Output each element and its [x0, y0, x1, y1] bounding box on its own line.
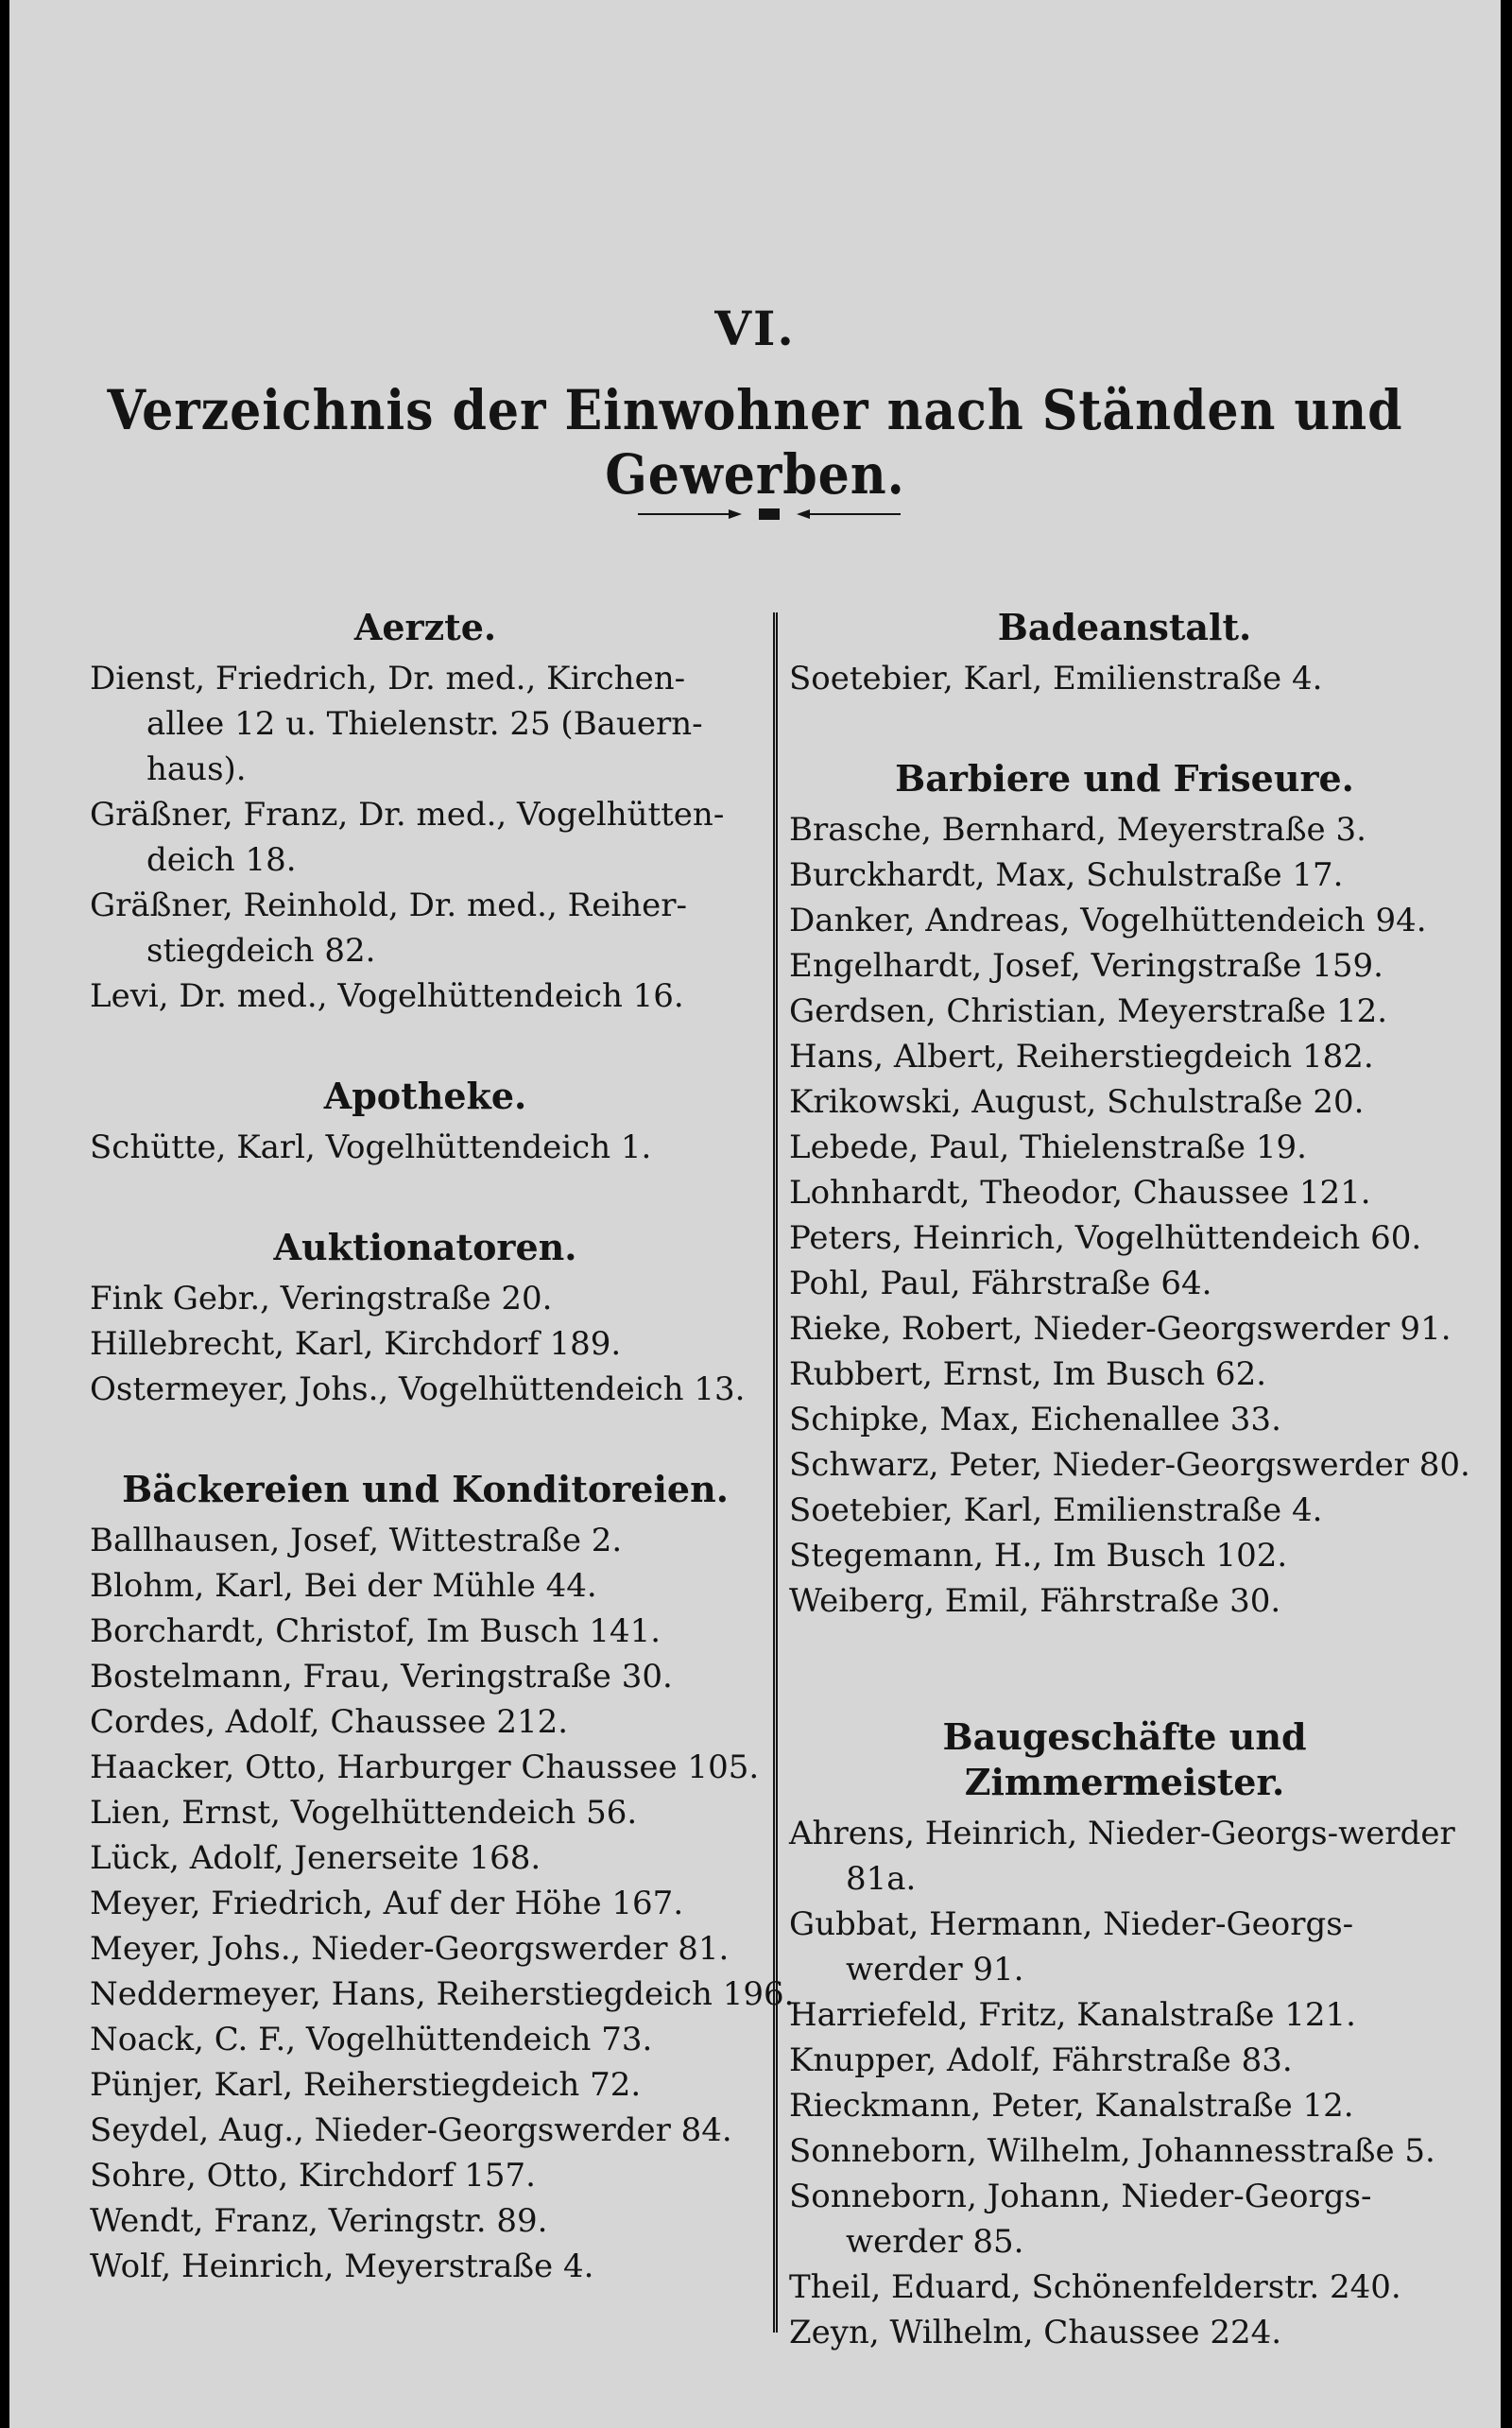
list-item: Haacker, Otto, Harburger Chaussee 105.: [90, 1748, 760, 1786]
list-item: Bostelmann, Frau, Veringstraße 30.: [90, 1658, 673, 1696]
page: [9, 0, 1501, 2428]
section-heading-badeanstalt: Badeanstalt.: [997, 606, 1252, 648]
list-item: Zeyn, Wilhelm, Chaussee 224.: [789, 2314, 1282, 2351]
list-item: Weiberg, Emil, Fährstraße 30.: [789, 1582, 1281, 1620]
section-heading-baeckereien: Bäckereien und Konditoreien.: [122, 1468, 729, 1510]
list-item: Rieke, Robert, Nieder-Georgswerder 91.: [789, 1310, 1452, 1348]
section-heading-barbiere: Barbiere und Friseure.: [895, 757, 1354, 800]
list-item: Hans, Albert, Reiherstiegdeich 182.: [789, 1038, 1374, 1076]
list-item: Burckhardt, Max, Schulstraße 17.: [789, 856, 1344, 894]
list-item: Danker, Andreas, Vogelhüttendeich 94.: [789, 902, 1427, 939]
list-item: Lien, Ernst, Vogelhüttendeich 56.: [90, 1794, 638, 1832]
list-item: Soetebier, Karl, Emilienstraße 4.: [789, 660, 1323, 697]
list-item: Peters, Heinrich, Vogelhüttendeich 60.: [789, 1219, 1422, 1257]
section-heading-aerzte: Aerzte.: [353, 606, 497, 648]
section-heading-auktionatoren: Auktionatoren.: [273, 1226, 577, 1268]
list-item: Schipke, Max, Eichenallee 33.: [789, 1401, 1281, 1438]
list-item: Soetebier, Karl, Emilienstraße 4.: [789, 1491, 1323, 1529]
list-item: Meyer, Johs., Nieder-Georgswerder 81.: [90, 1930, 730, 1968]
list-item: Engelhardt, Josef, Veringstraße 159.: [789, 947, 1383, 985]
list-item: Blohm, Karl, Bei der Mühle 44.: [90, 1567, 597, 1605]
section-heading-apotheke: Apotheke.: [323, 1075, 527, 1117]
list-item: Ahrens, Heinrich, Nieder-Georgs-werder 81a.: [789, 1815, 1455, 1898]
section-number: VI.: [714, 301, 796, 356]
list-item: Borchardt, Christof, Im Busch 141.: [90, 1612, 662, 1650]
list-item: Brasche, Bernhard, Meyerstraße 3.: [789, 811, 1366, 849]
list-item: Schwarz, Peter, Nieder-Georgswerder 80.: [789, 1446, 1470, 1484]
list-item: Gerdsen, Christian, Meyerstraße 12.: [789, 992, 1388, 1030]
list-item: Gubbat, Hermann, Nieder-Georgs-werder 91.: [789, 1905, 1354, 1989]
right-column: [789, 605, 1470, 2355]
list-item: Krikowski, August, Schulstraße 20.: [789, 1083, 1365, 1121]
list-item: Schütte, Karl, Vogelhüttendeich 1.: [90, 1128, 652, 1166]
left-column: [90, 605, 795, 2289]
list-item: Wendt, Franz, Veringstr. 89.: [90, 2202, 548, 2240]
list-item: Hillebrecht, Karl, Kirchdorf 189.: [90, 1325, 622, 1363]
list-item: Lebede, Paul, Thielenstraße 19.: [789, 1128, 1307, 1166]
list-item: Harriefeld, Fritz, Kanalstraße 121.: [789, 1996, 1356, 2034]
list-item: Lohnhardt, Theodor, Chaussee 121.: [789, 1174, 1371, 1212]
list-item: Knupper, Adolf, Fährstraße 83.: [789, 2041, 1293, 2079]
list-item: Theil, Eduard, Schönenfelderstr. 240.: [789, 2268, 1401, 2306]
column-divider: [773, 612, 778, 2333]
ornament-divider: [638, 501, 901, 527]
list-item: Noack, C. F., Vogelhüttendeich 73.: [90, 2021, 653, 2058]
section-heading-baugeschaefte: Baugeschäfte und Zimmermeister.: [942, 1715, 1307, 1803]
list-item: Lück, Adolf, Jenerseite 168.: [90, 1839, 541, 1877]
list-item: Sonneborn, Wilhelm, Johannesstraße 5.: [789, 2132, 1435, 2170]
list-item: Rubbert, Ernst, Im Busch 62.: [789, 1355, 1267, 1393]
list-item: Dienst, Friedrich, Dr. med., Kirchen-allee 12 u. Thielenstr. 25 (Bauern-haus).: [90, 660, 703, 788]
list-item: Wolf, Heinrich, Meyerstraße 4.: [90, 2247, 594, 2285]
list-item: Fink Gebr., Veringstraße 20.: [90, 1280, 553, 1317]
list-item: Sonneborn, Johann, Nieder-Georgs-werder 85.: [789, 2178, 1372, 2261]
list-item: Seydel, Aug., Nieder-Georgswerder 84.: [90, 2111, 732, 2149]
list-item: Gräßner, Reinhold, Dr. med., Reiher-stiegdeich 82.: [90, 887, 687, 970]
list-item: Stegemann, H., Im Busch 102.: [789, 1537, 1288, 1575]
list-item: Ballhausen, Josef, Wittestraße 2.: [90, 1522, 623, 1559]
list-item: Meyer, Friedrich, Auf der Höhe 167.: [90, 1885, 684, 1922]
list-item: Rieckmann, Peter, Kanalstraße 12.: [789, 2087, 1354, 2125]
page-title: Verzeichnis der Einwohner nach Ständen und Gewerben.: [107, 378, 1403, 507]
list-item: Sohre, Otto, Kirchdorf 157.: [90, 2157, 536, 2195]
list-item: Gräßner, Franz, Dr. med., Vogelhütten-deich 18.: [90, 796, 725, 879]
list-item: Cordes, Adolf, Chaussee 212.: [90, 1703, 569, 1741]
list-item: Pünjer, Karl, Reiherstiegdeich 72.: [90, 2066, 642, 2104]
list-item: Pohl, Paul, Fährstraße 64.: [789, 1265, 1212, 1302]
list-item: Levi, Dr. med., Vogelhüttendeich 16.: [90, 977, 684, 1015]
list-item: Neddermeyer, Hans, Reiherstiegdeich 196.: [90, 1975, 795, 2013]
list-item: Ostermeyer, Johs., Vogelhüttendeich 13.: [90, 1370, 746, 1408]
